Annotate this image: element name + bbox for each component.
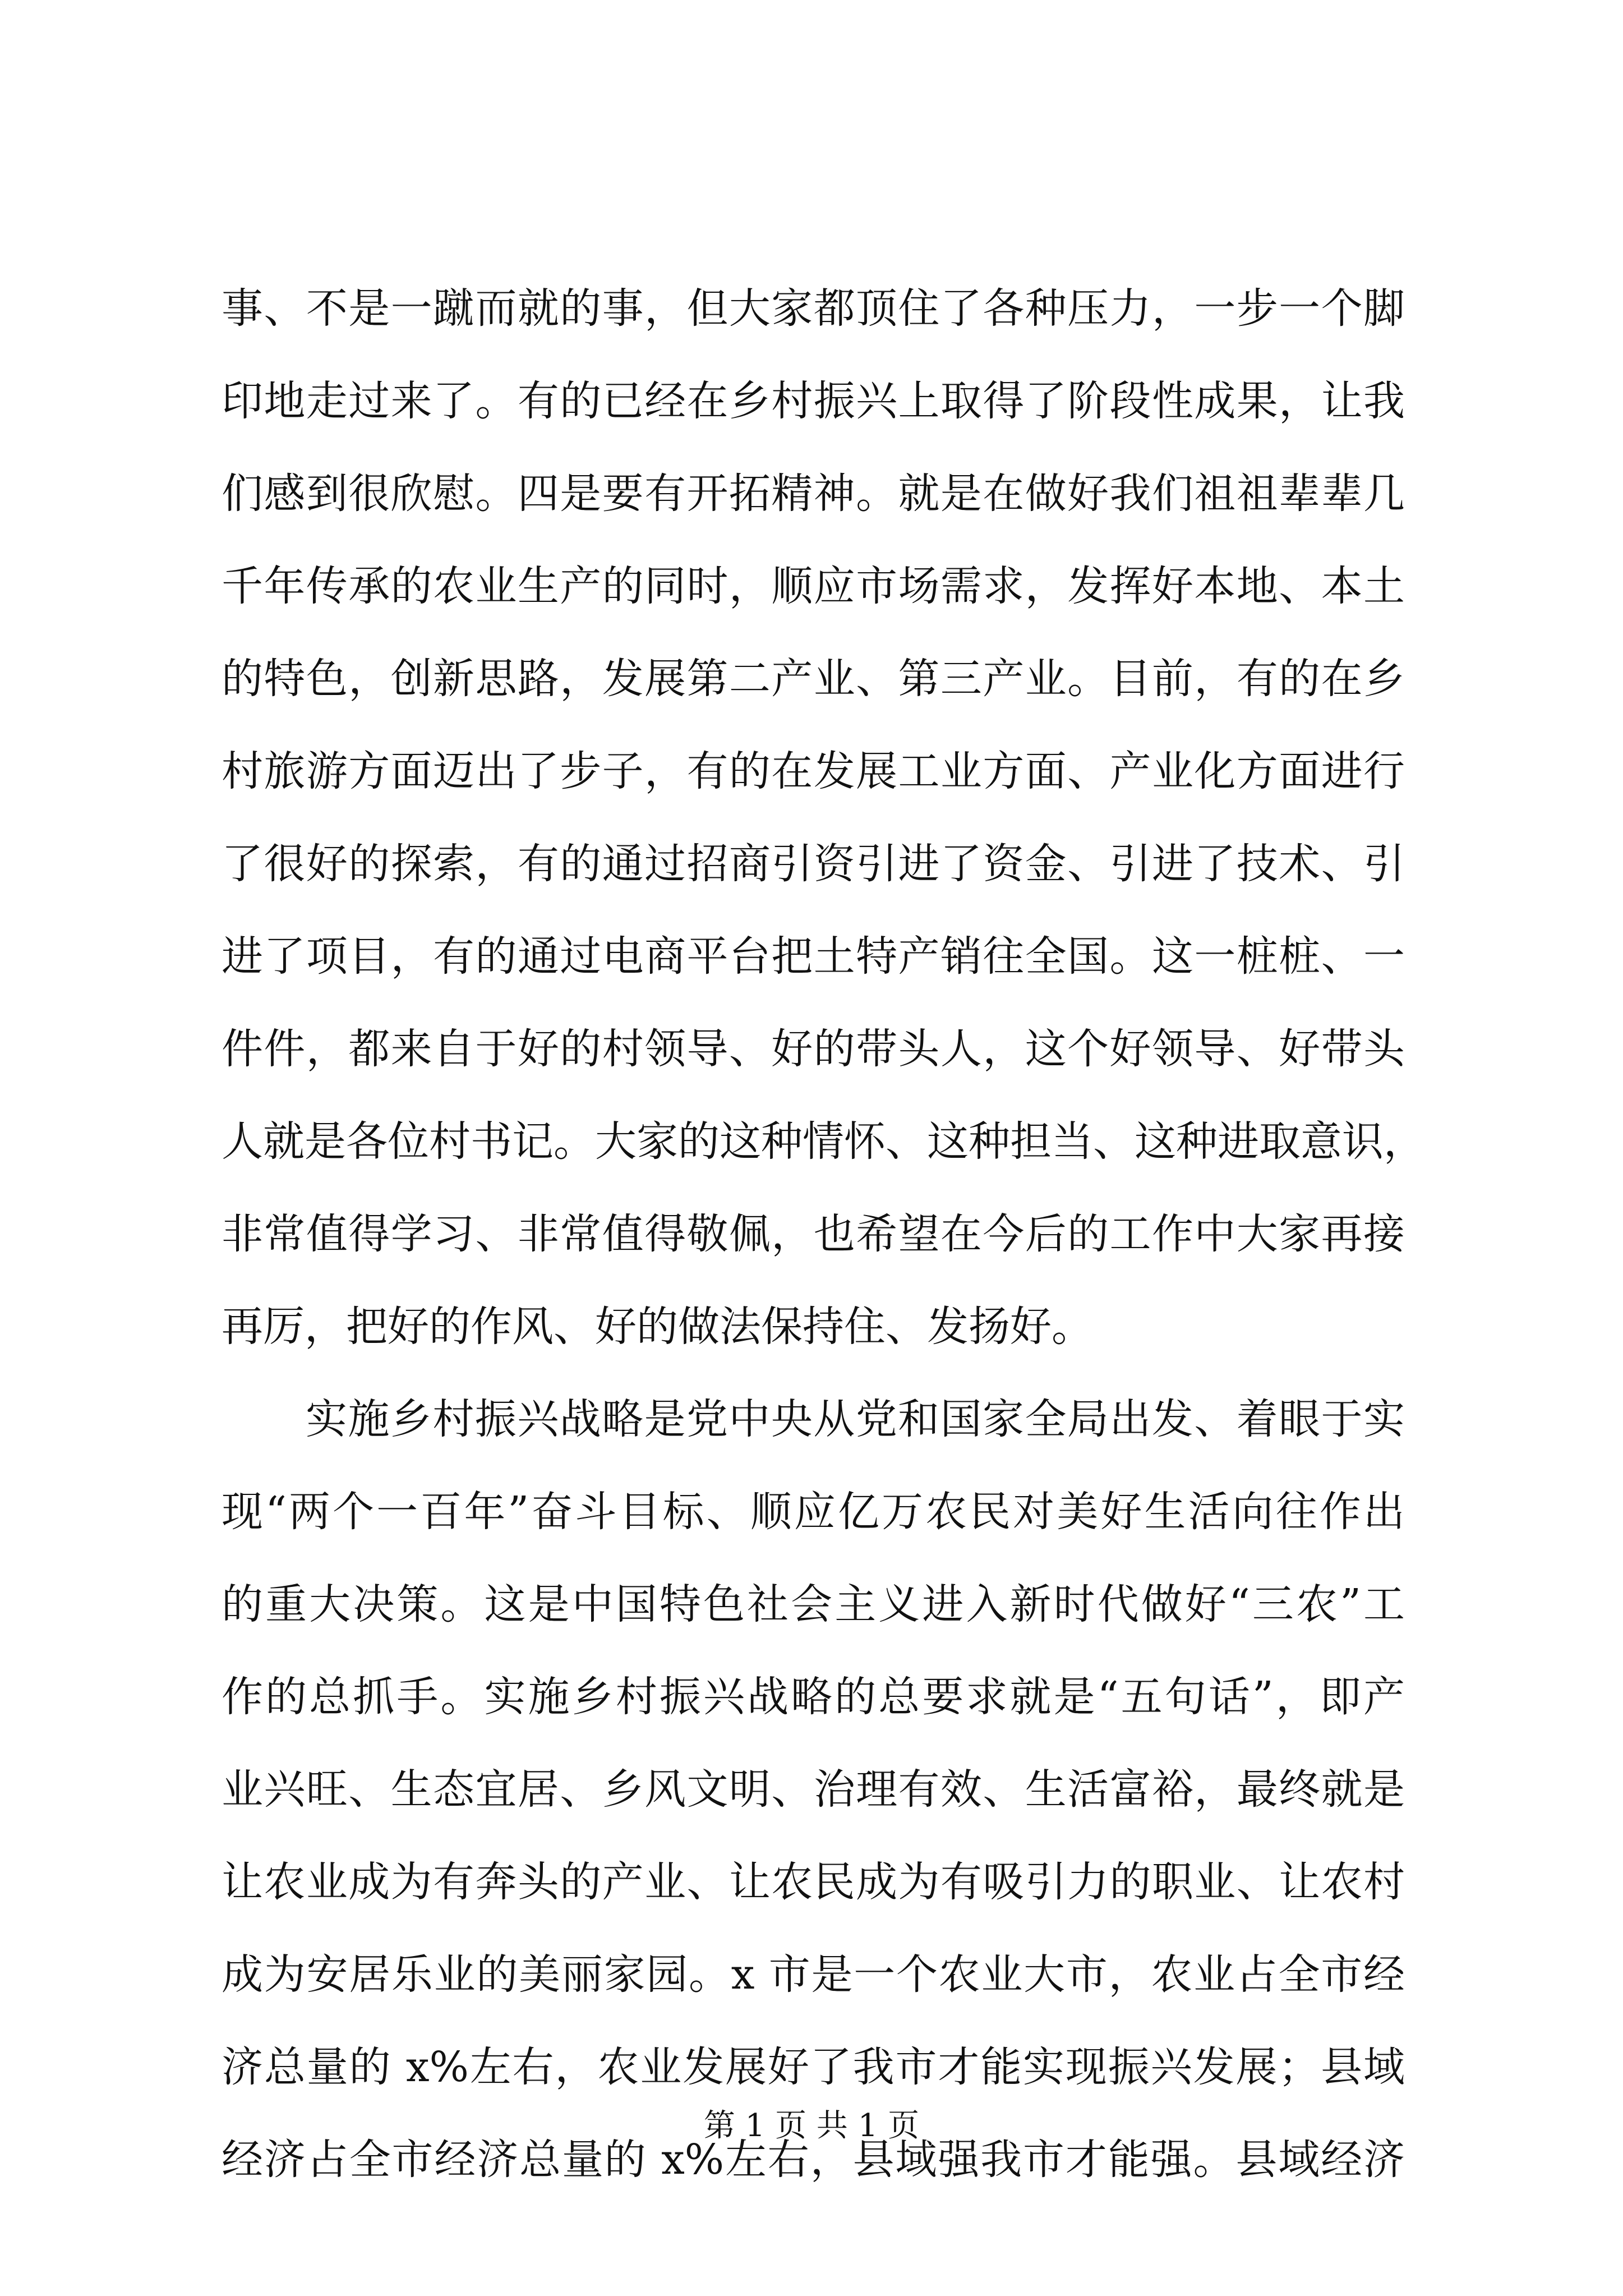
text-line: 件件，都来自于好的村领导、好的带头人，这个好领导、好带头 (222, 1025, 1405, 1073)
text-line: 印地走过来了。有的已经在乡村振兴上取得了阶段性成果，让我 (222, 377, 1405, 425)
text-line: 们感到很欣慰。四是要有开拓精神。就是在做好我们祖祖辈辈几 (222, 470, 1405, 518)
text-line: 经济占全市经济总量的 x%左右，县域强我市才能强。县域经济 (222, 2136, 1405, 2184)
text-line-paragraph-start: 实施乡村振兴战略是党中央从党和国家全局出发、着眼于实 (306, 1395, 1405, 1443)
text-line: 作的总抓手。实施乡村振兴战略的总要求就是“五句话”，即产 (222, 1673, 1405, 1721)
text-line-paragraph-end: 再厉，把好的作风、好的做法保持住、发扬好。 (222, 1303, 1093, 1351)
text-line: 现“两个一百年”奋斗目标、顺应亿万农民对美好生活向往作出 (222, 1488, 1405, 1536)
text-line: 村旅游方面迈出了步子，有的在发展工业方面、产业化方面进行 (222, 747, 1405, 795)
text-line: 的重大决策。这是中国特色社会主义进入新时代做好“三农”工 (222, 1580, 1405, 1628)
text-line: 业兴旺、生态宜居、乡风文明、治理有效、生活富裕，最终就是 (222, 1765, 1405, 1814)
text-line: 非常值得学习、非常值得敬佩，也希望在今后的工作中大家再接 (222, 1210, 1405, 1258)
text-line: 济总量的 x%左右，农业发展好了我市才能实现振兴发展；县域 (222, 2043, 1405, 2091)
text-line: 事、不是一蹴而就的事，但大家都顶住了各种压力，一步一个脚 (222, 284, 1405, 333)
text-line: 了很好的探索，有的通过招商引资引进了资金、引进了技术、引 (222, 840, 1405, 888)
text-line: 的特色，创新思路，发展第二产业、第三产业。目前，有的在乡 (222, 655, 1405, 703)
text-line: 进了项目，有的通过电商平台把土特产销往全国。这一桩桩、一 (222, 932, 1405, 981)
page-footer: 第 1 页 共 1 页 (703, 2108, 920, 2144)
text-line: 千年传承的农业生产的同时，顺应市场需求，发挥好本地、本土 (222, 562, 1405, 610)
text-line: 让农业成为有奔头的产业、让农民成为有吸引力的职业、让农村 (222, 1858, 1405, 1906)
text-line: 成为安居乐业的美丽家园。x 市是一个农业大市，农业占全市经 (222, 1950, 1405, 1999)
text-line: 人就是各位村书记。大家的这种情怀、这种担当、这种进取意识， (222, 1117, 1425, 1166)
